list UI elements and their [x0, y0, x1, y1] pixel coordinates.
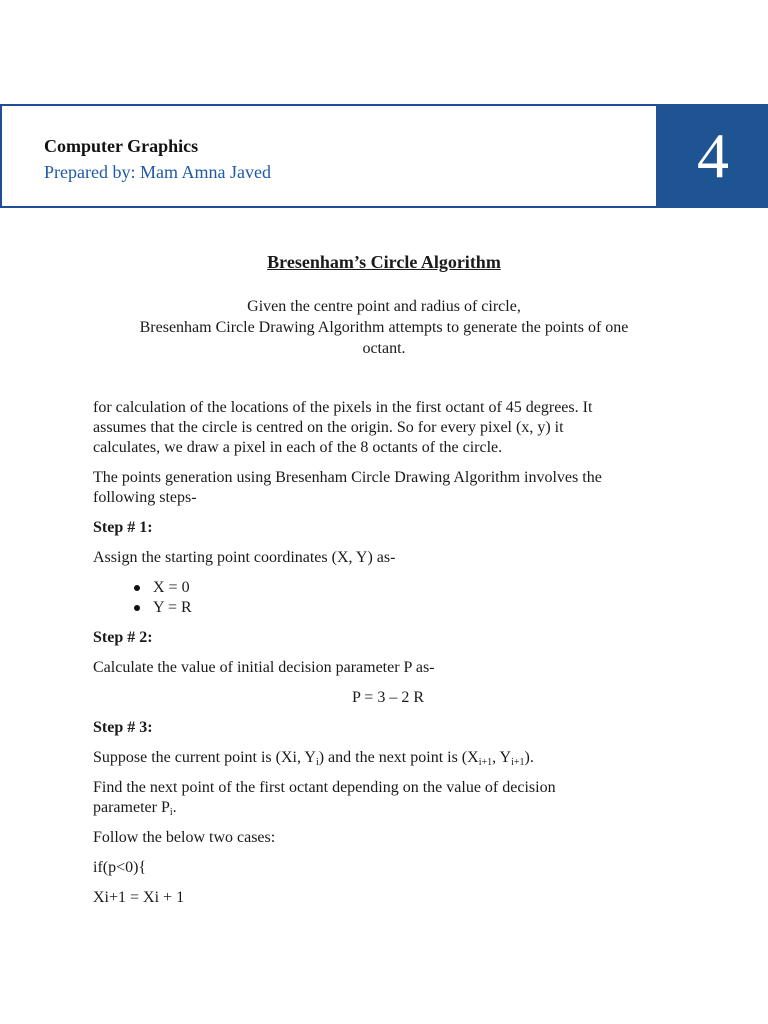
step-2-heading: Step # 2: [93, 629, 153, 646]
intro-line: octant. [362, 340, 406, 357]
step-2-text: Calculate the value of initial decision parameter P as- [93, 659, 435, 676]
step-1-text: Assign the starting point coordinates (X, Y) as- [93, 549, 396, 566]
chapter-number: 4 [697, 120, 729, 191]
intro-block [0, 296, 768, 359]
code-line: Xi+1 = Xi + 1 [93, 889, 185, 906]
text-line: for calculation of the locations of the pixels in the first octant of 45 degrees. It [93, 399, 593, 416]
author-line: Prepared by: Mam Amna Javed [44, 162, 271, 182]
subscript: i [315, 757, 319, 768]
text-line: Find the next point of the first octant depending on the value of decision [93, 779, 556, 796]
bullet-item: X = 0 [153, 578, 683, 598]
paragraph-steps-intro [93, 468, 683, 508]
intro-line: Bresenham Circle Drawing Algorithm attempts to generate the points of one [139, 319, 629, 336]
subscript: i [169, 807, 173, 818]
decision-formula: P = 3 – 2 R [352, 689, 424, 706]
step-1-heading: Step # 1: [93, 519, 153, 536]
text-run: ). [524, 749, 534, 766]
step-3-find [93, 778, 683, 818]
subscript: i+1 [478, 757, 493, 768]
intro-line: Given the centre point and radius of circle, [247, 298, 521, 315]
bullet-item: Y = R [153, 598, 683, 618]
step-3-follow: Follow the below two cases: [93, 829, 276, 846]
subscript: i+1 [511, 757, 525, 768]
step-1-bullets [93, 578, 683, 618]
code-line: if(p<0){ [93, 859, 147, 876]
text-run: Suppose the current point is (Xi, Y [93, 749, 316, 766]
page-header [0, 104, 768, 208]
course-title: Computer Graphics [44, 136, 199, 156]
chapter-number-box [656, 104, 768, 208]
text-line: assumes that the circle is centred on the origin. So for every pixel (x, y) it [93, 419, 564, 436]
text-line: The points generation using Bresenham Circle Drawing Algorithm involves the [93, 469, 602, 486]
paragraph-octant-calculation [93, 398, 683, 458]
text-line [93, 798, 683, 818]
text-line: following steps- [93, 489, 197, 506]
text-run: . [172, 799, 177, 816]
text-run: ) and the next point is (X [318, 749, 479, 766]
body-text [93, 398, 683, 918]
text-run: parameter P [93, 799, 170, 816]
document-title: Bresenham’s Circle Algorithm [267, 252, 501, 272]
step-3-current-next [93, 748, 683, 768]
text-line: calculates, we draw a pixel in each of the 8 octants of the circle. [93, 439, 503, 456]
text-run: , Y [492, 749, 512, 766]
step-3-heading: Step # 3: [93, 719, 153, 736]
